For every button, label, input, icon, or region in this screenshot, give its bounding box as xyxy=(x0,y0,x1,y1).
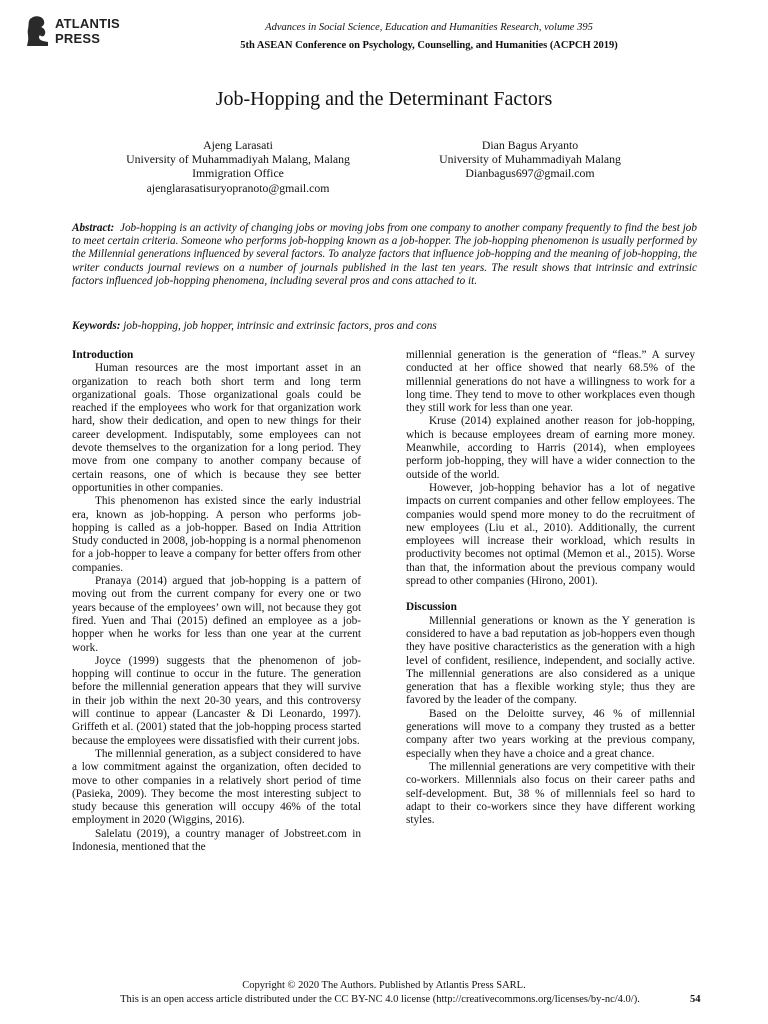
paragraph: This phenomenon has existed since the early industrial era, known as job-hopping. A person who performs job-hopping is called as a job-hopper. Based on India Attrition Study conducted in 2008, job-hopping is a normal phenomenon for a job-hopper to leave a company for better offers from other companies. xyxy=(72,495,361,574)
paper-title: Job-Hopping and the Determinant Factors xyxy=(215,88,553,110)
paragraph: Salelatu (2019), a country manager of Jobstreet.com in Indonesia, mentioned that the xyxy=(72,827,361,853)
paragraph: Based on the Deloitte survey, 46 % of millennial generations will move to a company they trusted as a better company after two years working at the previous company, especially when they have a choice and a great chance. xyxy=(406,707,695,760)
paragraph: Millennial generations or known as the Y generation is considered to have a bad reputation as job-hoppers even though they have positive characteristics as the generation with a high level of confident, resilience, independent, and socially active. The millennial generations are also considered as a unique generation that has a flexible working style; thus they are favored by the leader of the company. xyxy=(406,614,695,707)
abstract-text: Job-hopping is an activity of changing jobs or moving jobs from one company to another company frequently to find the best job to meet certain criteria. Someone who performs job-hopping known as a job-hopper. The job-hopping phenomenon is usually performed by the Millennial generations influenced by several factors. To analyze factors that influence job-hopping and the meaning of job-hopping, the writer conducts journal reviews on a number of journals published in the last ten years. The result shows that intrinsic and extrinsic factors influenced job-hopping phenomena, including several pros and cons attached to it. xyxy=(72,222,697,287)
author-affiliation: University of Muhammadiyah Malang xyxy=(439,152,621,167)
paragraph: The millennial generations are very competitive with their co-workers. Millennials also focus on their career paths and self-development. But, 38 % of millennials feel so hard to adapt to their co-workers since they have different working styles. xyxy=(406,760,695,827)
series-title: Advances in Social Science, Education and Humanities Research, volume 395 xyxy=(265,22,593,33)
author-affiliation: University of Muhammadiyah Malang, Malang xyxy=(126,152,350,167)
author-name: Ajeng Larasati xyxy=(203,138,273,152)
publisher-name-line2: PRESS xyxy=(55,31,101,46)
paragraph-continuation: millennial generation is the generation of “fleas.” A survey conducted at her office showed that nearly 68.5% of the millennial generations do not have a willingness to work for a long time. They tend to move to other workplaces even though they still work for less than one year. xyxy=(406,349,695,415)
author-name: Dian Bagus Aryanto xyxy=(481,138,579,152)
paragraph: Kruse (2014) explained another reason for job-hopping, which is because employees dream of earning more money. Meanwhile, according to Harris (2014), when employees perform job-hopping, they will have a wider connection to the outside of the world. xyxy=(406,415,695,481)
author-email: Dianbagus697@gmail.com xyxy=(465,166,595,181)
thinker-silhouette-icon xyxy=(24,15,52,47)
publisher-name xyxy=(55,16,120,46)
keywords-text: job-hopping, job hopper, intrinsic and extrinsic factors, pros and cons xyxy=(123,320,437,332)
atlantis-press-logo xyxy=(24,15,134,51)
paragraph: The millennial generation, as a subject considered to have a low commitment against the organization, often decided to move to other companies in a relatively short period of time (Pasieka, 2009). They become the most interesting subject to study because this generation will occupy 46% of the total employment in 2020 (Wiggins, 2016). xyxy=(72,747,361,827)
author-email: ajenglarasatisuryopranoto@gmail.com xyxy=(146,180,330,195)
publisher-name-line1: ATLANTIS xyxy=(55,16,120,31)
paragraph: Joyce (1999) suggests that the phenomenon of job-hopping will continue to occur in the future. The generation before the millennial generation appears that they will survive in their job within the next 20-30 years, and this controversy will continue to appear (Lancaster & Di Leonardo, 1997). Griffeth et al. (2001) stated that the job-hopping process started because the employees were dissatisfied with their current jobs. xyxy=(72,654,361,747)
author-block-2 xyxy=(380,138,680,181)
left-column xyxy=(72,349,361,854)
keywords-label: Keywords: xyxy=(72,320,121,332)
discussion-heading: Discussion xyxy=(406,601,457,614)
introduction-heading: Introduction xyxy=(72,349,134,361)
abstract-label: Abstract: xyxy=(72,222,115,234)
right-column xyxy=(406,349,695,827)
paragraph: However, job-hopping behavior has a lot of negative impacts on current companies and other fellow employees. The companies would spend more money to do the recruitment of new employees (Liu et al., 2010). Additionally, the current employees will increase their workload, which results in productivity becomes not optimal (Memon et al., 2015). Worse than that, the information about the previous company would spread to other companies (Hirono, 2001). xyxy=(406,481,695,588)
keywords xyxy=(72,320,697,333)
paragraph: Pranaya (2014) argued that job-hopping is a pattern of moving out from the current company for every one or two years because of the employees’ own will, not because they got fired. Yuen and Thai (2015) defined an employee as a job-hopper when he works for less than one year at the current work. xyxy=(72,575,361,654)
copyright-notice: Copyright © 2020 The Authors. Published by Atlantis Press SARL. xyxy=(242,980,526,991)
page-number: 54 xyxy=(690,994,701,1005)
conference-title: 5th ASEAN Conference on Psychology, Counselling, and Humanities (ACPCH 2019) xyxy=(240,40,618,51)
author-block-1 xyxy=(88,138,388,195)
author-office: Immigration Office xyxy=(192,166,284,181)
paragraph: Human resources are the most important asset in an organization to reach both short term and long term organizational goals. Those organizational goals could be reached if the employees who work for that organization work hard, show their dedication, and open to new things for their career development. Indisputably, some employees can not devote themselves to the organization for a long period. They move from one company to another company because of certain reasons, one of which is because they see better opportunities in other companies. xyxy=(72,362,361,494)
license-notice: This is an open access article distributed under the CC BY-NC 4.0 license (http://creativecommons.org/licenses/by-nc/4.0/). xyxy=(120,994,640,1005)
abstract xyxy=(72,222,697,288)
